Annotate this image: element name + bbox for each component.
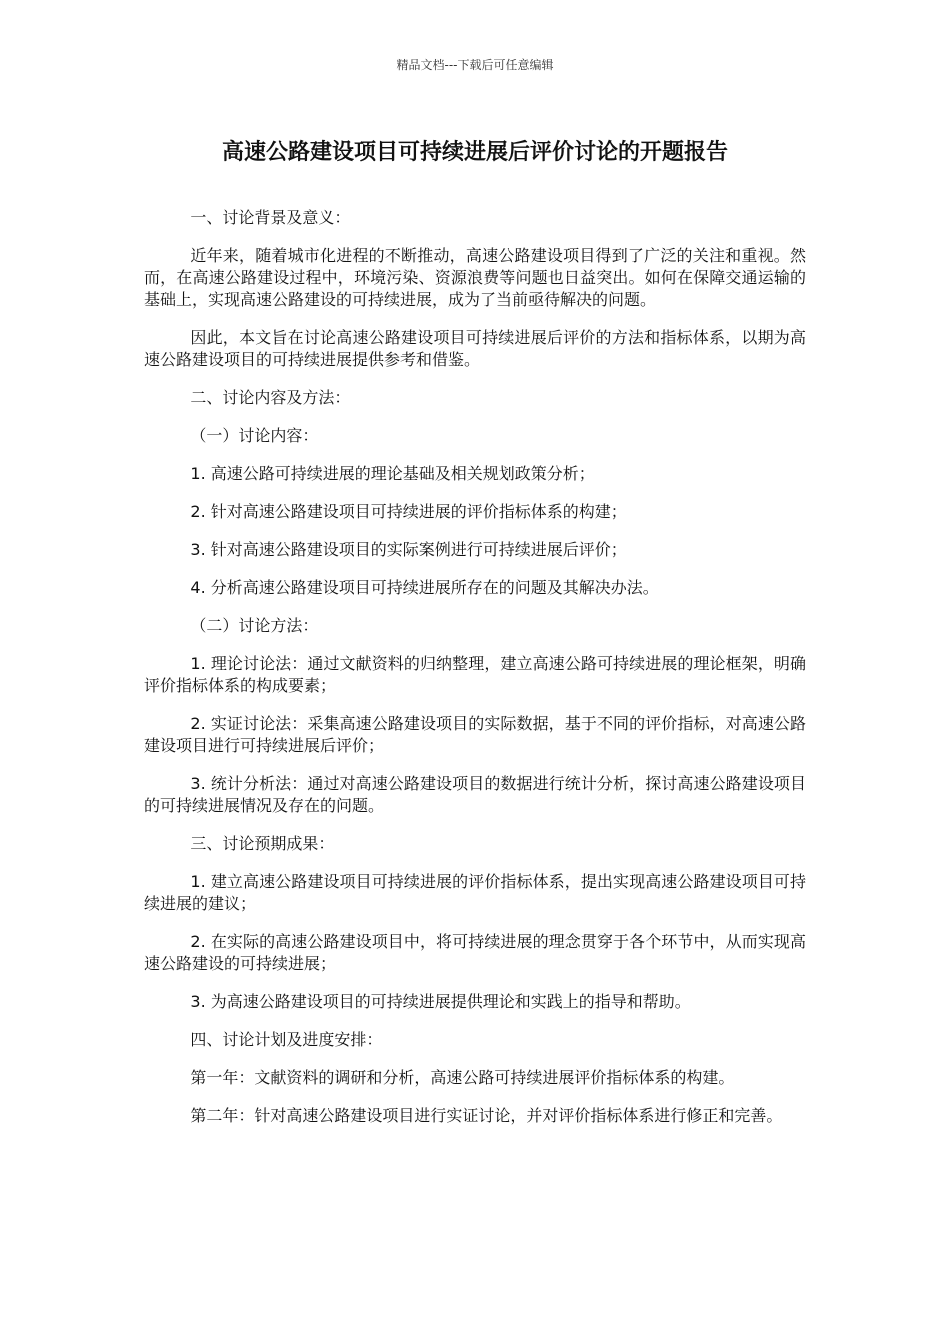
section-heading-background: 一、讨论背景及意义： (190, 208, 351, 227)
document-body (144, 207, 806, 1143)
section-heading-expected-results: 三、讨论预期成果： (190, 834, 335, 853)
list-item: 1. 建立高速公路建设项目可持续进展的评价指标体系，提出实现高速公路建设项目可持续进展的建议； (144, 872, 806, 913)
list-item: 3. 为高速公路建设项目的可持续进展提供理论和实践上的指导和帮助。 (190, 992, 691, 1011)
list-item: 2. 实证讨论法：采集高速公路建设项目的实际数据，基于不同的评价指标，对高速公路建设项目进行可持续进展后评价； (144, 714, 806, 755)
subheading-content: （一）讨论内容： (190, 426, 319, 445)
section-heading-content-methods: 二、讨论内容及方法： (190, 388, 351, 407)
list-item: 1. 高速公路可持续进展的理论基础及相关规划政策分析； (190, 464, 595, 483)
list-item: 3. 针对高速公路建设项目的实际案例进行可持续进展后评价； (190, 540, 627, 559)
section-heading-schedule: 四、讨论计划及进度安排： (190, 1030, 383, 1049)
schedule-item: 第一年：文献资料的调研和分析，高速公路可持续进展评价指标体系的构建。 (190, 1068, 735, 1087)
paragraph-purpose: 因此，本文旨在讨论高速公路建设项目可持续进展后评价的方法和指标体系，以期为高速公路建设项目的可持续进展提供参考和借鉴。 (144, 328, 806, 369)
page-header: 精品文档---下载后可任意编辑 (396, 58, 554, 72)
subheading-methods: （二）讨论方法： (190, 616, 319, 635)
list-item: 1. 理论讨论法：通过文献资料的归纳整理，建立高速公路可持续进展的理论框架，明确评价指标体系的构成要素； (144, 654, 806, 695)
list-item: 2. 针对高速公路建设项目可持续进展的评价指标体系的构建； (190, 502, 627, 521)
schedule-item: 第二年：针对高速公路建设项目进行实证讨论，并对评价指标体系进行修正和完善。 (190, 1106, 783, 1125)
list-item: 4. 分析高速公路建设项目可持续进展所存在的问题及其解决办法。 (190, 578, 659, 597)
list-item: 3. 统计分析法：通过对高速公路建设项目的数据进行统计分析，探讨高速公路建设项目的可持续进展情况及存在的问题。 (144, 774, 806, 815)
document-title: 高速公路建设项目可持续进展后评价讨论的开题报告 (221, 140, 728, 165)
list-item: 2. 在实际的高速公路建设项目中，将可持续进展的理念贯穿于各个环节中，从而实现高速公路建设的可持续进展； (144, 932, 806, 973)
paragraph-background: 近年来，随着城市化进程的不断推动，高速公路建设项目得到了广泛的关注和重视。然而，在高速公路建设过程中，环境污染、资源浪费等问题也日益突出。如何在保障交通运输的基础上，实现高速公路建设的可持续进展，成为了当前亟待解决的问题。 (144, 246, 806, 309)
